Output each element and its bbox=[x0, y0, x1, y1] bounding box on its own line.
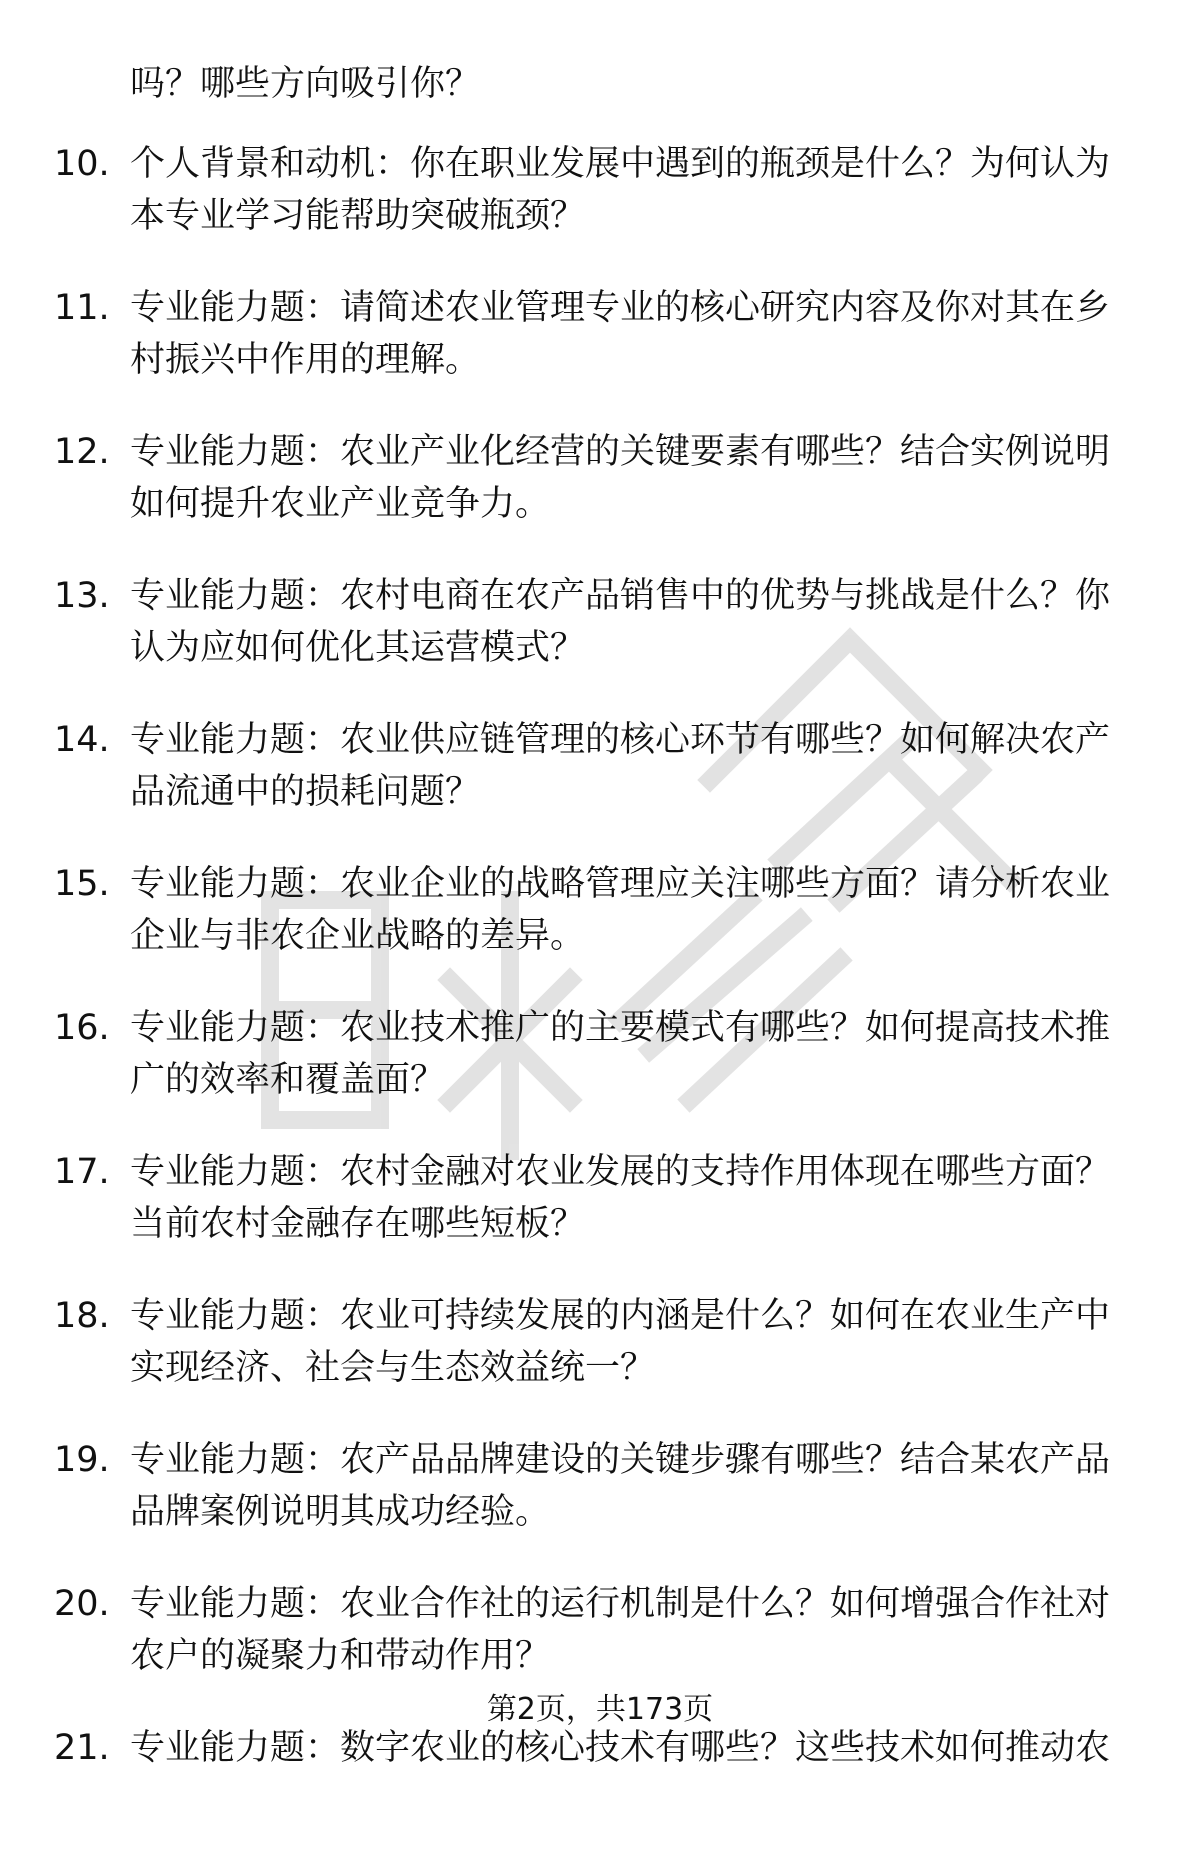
question-text-line: 认为应如何优化其运营模式？ bbox=[130, 628, 586, 668]
question-text-line: 个人背景和动机：你在职业发展中遇到的瓶颈是什么？为何认为 bbox=[130, 144, 1111, 184]
question-text-line: 专业能力题：农业供应链管理的核心环节有哪些？如何解决农产 bbox=[130, 720, 1111, 760]
question-number: 14. bbox=[54, 720, 110, 760]
question-item bbox=[0, 1146, 1200, 1266]
question-text-line: 农户的凝聚力和带动作用？ bbox=[130, 1636, 551, 1676]
question-text-line: 如何提升农业产业竞争力。 bbox=[130, 484, 551, 524]
question-text bbox=[130, 1578, 1140, 1682]
question-text bbox=[130, 570, 1140, 674]
question-text-line: 广的效率和覆盖面？ bbox=[130, 1060, 446, 1100]
question-number: 15. bbox=[54, 864, 110, 904]
question-item bbox=[0, 1002, 1200, 1122]
question-item bbox=[0, 570, 1200, 690]
page-footer: 第2页，共173页 bbox=[486, 1692, 714, 1727]
question-text-line: 专业能力题：数字农业的核心技术有哪些？这些技术如何推动农 bbox=[130, 1728, 1111, 1768]
question-item bbox=[0, 714, 1200, 834]
question-text-line: 专业能力题：农产品品牌建设的关键步骤有哪些？结合某农产品 bbox=[130, 1440, 1111, 1480]
question-number: 16. bbox=[54, 1008, 110, 1048]
question-item bbox=[0, 282, 1200, 402]
question-number: 19. bbox=[54, 1440, 110, 1480]
question-text-line: 专业能力题：农业企业的战略管理应关注哪些方面？请分析农业 bbox=[130, 864, 1111, 904]
question-item bbox=[0, 1722, 1200, 1842]
question-item bbox=[0, 138, 1200, 258]
question-text-line: 企业与非农企业战略的差异。 bbox=[130, 916, 586, 956]
question-text bbox=[130, 426, 1140, 530]
question-text-line: 村振兴中作用的理解。 bbox=[130, 340, 481, 380]
question-text-line: 当前农村金融存在哪些短板？ bbox=[130, 1204, 586, 1244]
question-number: 11. bbox=[54, 288, 110, 328]
question-item bbox=[0, 1434, 1200, 1554]
question-text bbox=[130, 138, 1140, 242]
question-item bbox=[0, 858, 1200, 978]
question-text-line: 专业能力题：农业合作社的运行机制是什么？如何增强合作社对 bbox=[130, 1584, 1111, 1624]
question-number: 21. bbox=[54, 1728, 110, 1768]
question-number: 18. bbox=[54, 1296, 110, 1336]
question-text bbox=[130, 1146, 1140, 1250]
question-text-line: 专业能力题：农业技术推广的主要模式有哪些？如何提高技术推 bbox=[130, 1008, 1111, 1048]
question-item bbox=[0, 426, 1200, 546]
question-number: 12. bbox=[54, 432, 110, 472]
question-number: 20. bbox=[54, 1584, 110, 1624]
question-item bbox=[0, 1578, 1200, 1698]
question-list bbox=[0, 138, 1200, 1866]
question-text bbox=[130, 1290, 1140, 1394]
continuation-text: 吗？哪些方向吸引你？ bbox=[130, 64, 481, 104]
question-text-line: 专业能力题：农业可持续发展的内涵是什么？如何在农业生产中 bbox=[130, 1296, 1111, 1336]
question-text bbox=[130, 282, 1140, 386]
question-text-line: 专业能力题：农业产业化经营的关键要素有哪些？结合实例说明 bbox=[130, 432, 1111, 472]
question-text-line: 品牌案例说明其成功经验。 bbox=[130, 1492, 551, 1532]
question-text-line: 专业能力题：农村金融对农业发展的支持作用体现在哪些方面？ bbox=[130, 1152, 1111, 1192]
question-number: 17. bbox=[54, 1152, 110, 1192]
question-text bbox=[130, 1002, 1140, 1106]
question-text-line: 专业能力题：请简述农业管理专业的核心研究内容及你对其在乡 bbox=[130, 288, 1111, 328]
question-number: 13. bbox=[54, 576, 110, 616]
question-text-line: 专业能力题：农村电商在农产品销售中的优势与挑战是什么？你 bbox=[130, 576, 1111, 616]
question-text-line: 实现经济、社会与生态效益统一？ bbox=[130, 1348, 656, 1388]
question-text-line: 本专业学习能帮助突破瓶颈？ bbox=[130, 196, 586, 236]
question-text bbox=[130, 1434, 1140, 1538]
question-text bbox=[130, 858, 1140, 962]
question-text bbox=[130, 714, 1140, 818]
question-item bbox=[0, 1290, 1200, 1410]
question-text-line: 品流通中的损耗问题？ bbox=[130, 772, 481, 812]
question-number: 10. bbox=[54, 144, 110, 184]
